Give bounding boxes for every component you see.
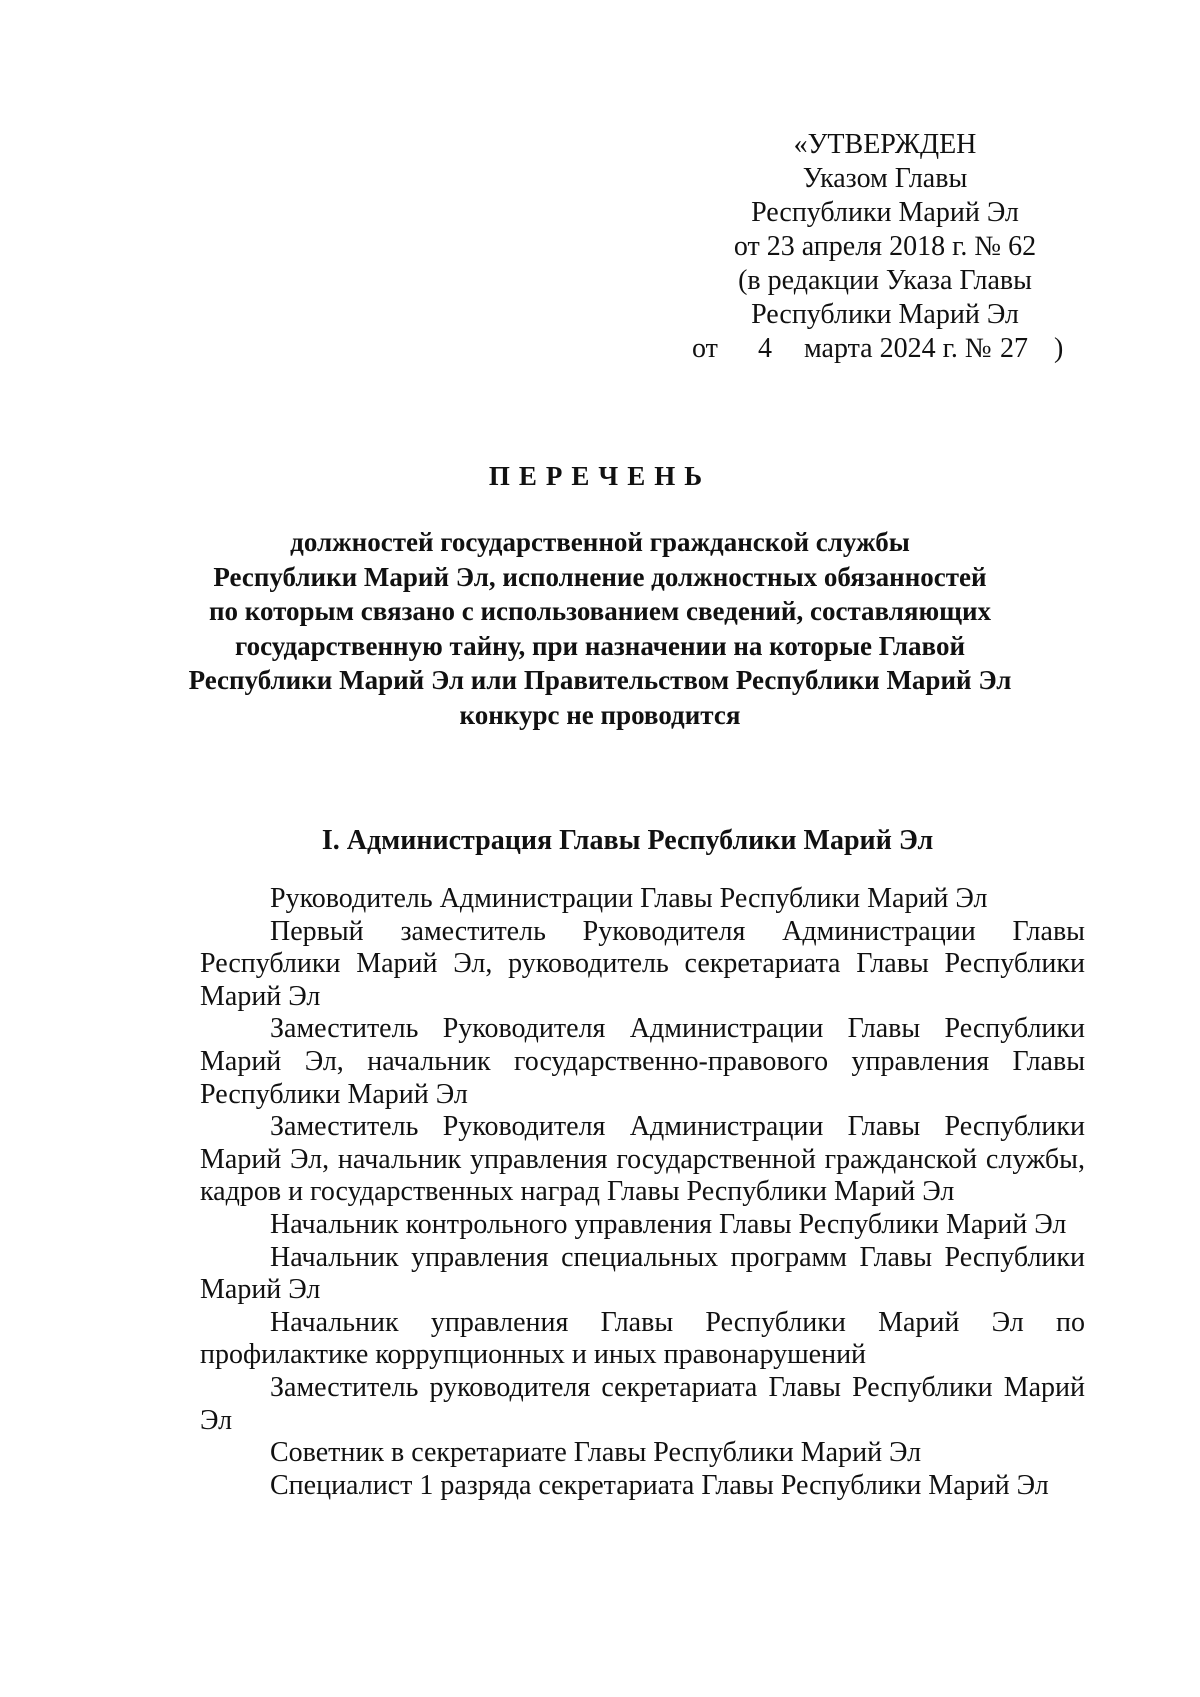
position-item: Первый заместитель Руководителя Администрации Главы Республики Марий Эл, руководитель секретариата Главы Республики Марий Эл — [200, 915, 1085, 1012]
position-item: Начальник контрольного управления Главы Республики Марий Эл — [270, 1208, 1067, 1240]
position-item: Заместитель Руководителя Администрации Главы Республики Марий Эл, начальник управления государственной гражданской службы, кадров и государственных наград Главы Республики Марий Эл — [200, 1111, 1085, 1208]
approval-line: «УТВЕРЖДЕН — [793, 129, 977, 160]
subtitle-line: конкурс не проводится — [459, 699, 741, 730]
amendment-number: 27 — [1000, 333, 1028, 364]
document-title: ПЕРЕЧЕНЬ — [488, 461, 712, 491]
subtitle-line: государственную тайну, при назначении на которые Главой — [234, 630, 965, 661]
amendment-day: 4 — [758, 333, 772, 364]
subtitle-line: Республики Марий Эл, исполнение должностных обязанностей — [213, 561, 987, 592]
amendment-prefix: от — [692, 333, 718, 364]
approval-line: от 23 апреля 2018 г. № 62 — [733, 231, 1037, 262]
position-item: Начальник управления Главы Республики Марий Эл по профилактике коррупционных и иных правонарушений — [200, 1306, 1085, 1371]
amendment-date-line — [692, 332, 1070, 366]
approval-stamp — [692, 128, 1070, 366]
position-item: Руководитель Администрации Главы Республики Марий Эл — [270, 883, 988, 914]
amendment-date: марта 2024 г. № — [804, 333, 992, 364]
approval-line: Республики Марий Эл — [751, 299, 1019, 330]
amendment-close: ) — [1054, 333, 1064, 364]
approval-line: (в редакции Указа Главы — [738, 265, 1032, 296]
document-subtitle — [150, 525, 1050, 732]
subtitle-line: Республики Марий Эл или Правительством Республики Марий Эл — [188, 665, 1012, 695]
position-item: Советник в секретариате Главы Республики Марий Эл — [270, 1437, 922, 1469]
approval-line: Республики Марий Эл — [751, 197, 1019, 228]
subtitle-line: по которым связано с использованием сведений, составляющих — [208, 596, 992, 626]
subtitle-line: должностей государственной гражданской службы — [290, 527, 910, 557]
approval-line: Указом Главы — [802, 163, 968, 194]
position-item: Заместитель руководителя секретариата Главы Республики Марий Эл — [200, 1371, 1085, 1436]
position-item: Начальник управления специальных программ Главы Республики Марий Эл — [200, 1241, 1085, 1306]
positions-list — [200, 883, 1085, 1502]
section-heading: I. Администрация Главы Республики Марий Эл — [321, 825, 934, 856]
position-item: Заместитель Руководителя Администрации Главы Республики Марий Эл, начальник государственно-правового управления Главы Республики Марий Эл — [200, 1013, 1085, 1110]
position-item: Специалист 1 разряда секретариата Главы Республики Марий Эл — [270, 1469, 1049, 1501]
